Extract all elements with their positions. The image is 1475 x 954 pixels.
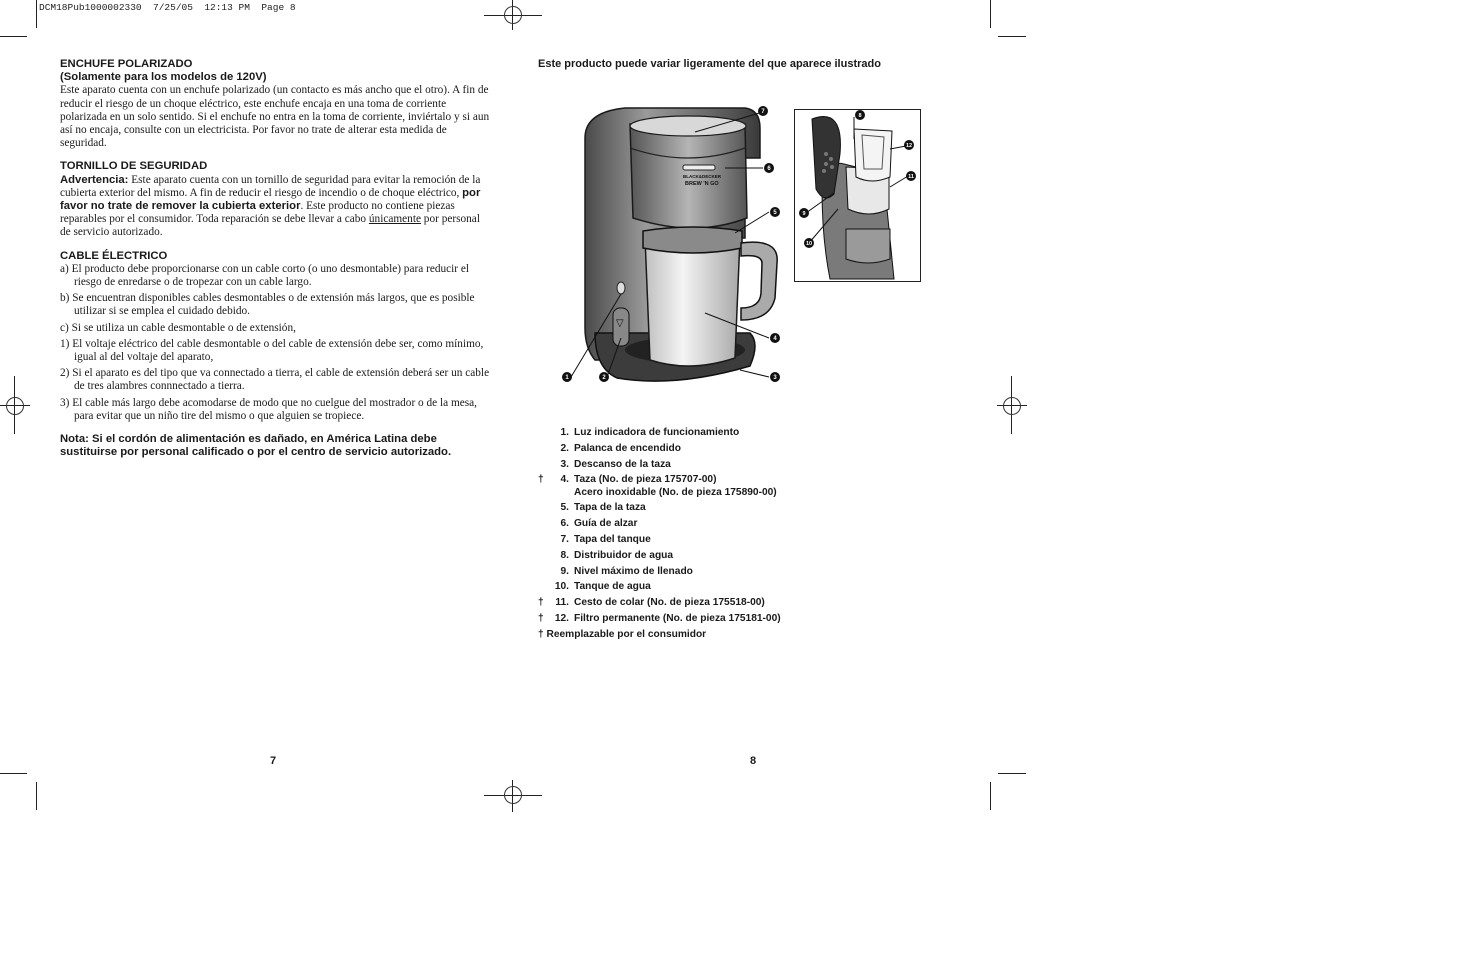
- crop-mark: [998, 773, 1026, 774]
- callout-8: 8: [858, 113, 862, 119]
- callout-2: 2: [602, 375, 606, 381]
- callout-9: 9: [802, 211, 806, 217]
- section-heading: TORNILLO DE SEGURIDAD: [60, 160, 208, 173]
- registration-mark-right: [997, 376, 1027, 434]
- coffee-maker-illustration: [555, 98, 790, 390]
- body-text: Este aparato cuenta con un tornillo de seguridad para evitar la remoción de la cubierta exterior del mismo. A fin de reducir el riesgo de incendio o de choque eléctrico,: [60, 173, 481, 199]
- body-text: por personal de servicio autorizado.: [60, 213, 480, 239]
- section-body: [60, 174, 492, 240]
- list-item: a) El producto debe proporcionarse con un cable corto (o uno desmontable) para reducir el riesgo de enredarse o de tropezar con un cable largo.: [60, 262, 470, 289]
- crop-mark: [990, 0, 991, 28]
- callout-5: 5: [773, 210, 777, 216]
- list-item: 8. Distribuidor de agua: [560, 549, 674, 561]
- list-item: c) Si se utiliza un cable desmontable o de extensión,: [60, 321, 296, 334]
- list-item: 3. Descanso de la taza: [560, 458, 671, 470]
- list-item: 9. Nivel máximo de llenado: [560, 565, 693, 577]
- body-bold-text: por favor no trate de remover la cubierta exterior: [60, 186, 481, 213]
- registration-mark-left: [0, 376, 30, 434]
- list-item: † 11. Cesto de colar (No. de pieza 175518-00): [538, 597, 765, 609]
- warning-label: Advertencia:: [60, 173, 129, 186]
- illustration-caption: Este producto puede variar ligeramente del que aparece ilustrado: [538, 58, 881, 70]
- list-item: 1) El voltaje eléctrico del cable desmontable o del cable de extensión debe ser, como mínimo, igual al del voltaje del aparato,: [60, 337, 484, 364]
- list-item: 3) El cable más largo debe acomodarse de modo que no cuelgue del mostrador o de la mesa, para evitar que un niño tire del mismo o que alguien se tropiece.: [60, 396, 478, 422]
- list-item: 7. Tapa del tanque: [560, 533, 651, 545]
- section-polarized-plug: [60, 58, 492, 150]
- section-subheading: (Solamente para los modelos de 120V): [60, 71, 267, 84]
- page-number-left: 7: [270, 755, 277, 767]
- crop-mark: [990, 782, 991, 810]
- body-text: . Este producto no contiene piezas reparables por el consumidor. Toda reparación se debe llevar a cabo: [60, 200, 455, 226]
- list-item: 10. Tanque de agua: [554, 581, 651, 593]
- callout-11: 11: [908, 174, 914, 180]
- callout-7: 7: [761, 109, 765, 115]
- left-page-content: [60, 58, 492, 459]
- list-item: 2) Si el aparato es del tipo que va connectado a tierra, el cable de extensión deberá ser un cable de tres alambres connnectado a tierra.: [60, 367, 490, 393]
- list-item: † 4. Taza (No. de pieza 175707-00) Acero inoxidable (No. de pieza 175890-00): [538, 474, 777, 498]
- crop-mark: [36, 0, 37, 28]
- callout-4: 4: [773, 336, 777, 342]
- crop-mark: [36, 782, 37, 810]
- brand-label: BLACK&DECKER: [683, 174, 721, 179]
- product-label: BREW 'N GO: [685, 181, 719, 187]
- section-electric-cord: [60, 250, 492, 423]
- parts-list: [538, 427, 838, 640]
- section-heading: CABLE ÉLECTRICO: [60, 249, 168, 262]
- section-body: Este aparato cuenta con un enchufe polarizado (un contacto es más ancho que el otro). A fin de reducir el riesgo de un choque eléctrico, este enchufe encaja en una toma de corriente polarizada en un solo sentido. Si el enchufe no entra en la toma de corriente, inviértalo y si aun así no encaja, consulte con un electricista. Por favor no trate de alterar esta medida de seguridad.: [60, 84, 490, 150]
- callout-6: 6: [767, 166, 771, 172]
- list-item: b) Se encuentran disponibles cables desmontables o de extensión más largos, que es posible utilizar si se emplea el cuidado debido.: [60, 292, 475, 318]
- list-item: 1. Luz indicadora de funcionamiento: [560, 427, 740, 438]
- list-item: 5. Tapa de la taza: [560, 502, 646, 514]
- body-underline-text: únicamente: [368, 213, 421, 226]
- list-item: 6. Guía de alzar: [560, 518, 638, 530]
- print-slug: DCM18Pub1000002330 7/25/05 12:13 PM Page 8: [39, 2, 296, 13]
- registration-mark-bottom: [484, 780, 542, 812]
- footnote: † Reemplazable por el consumidor: [538, 628, 707, 640]
- callout-12: 12: [905, 143, 913, 149]
- tank-detail-illustration: [794, 109, 921, 282]
- svg-text:▽: ▽: [616, 318, 624, 329]
- page-number-right: 8: [750, 755, 757, 767]
- callout-10: 10: [805, 241, 813, 247]
- crop-mark: [998, 36, 1026, 37]
- callout-1: 1: [565, 375, 569, 381]
- callout-3: 3: [773, 375, 777, 381]
- section-safety-screw: [60, 160, 492, 239]
- list-item: 2. Palanca de encendido: [560, 442, 682, 454]
- crop-mark: [0, 36, 27, 37]
- note-text: Nota: Si el cordón de alimentación es dañado, en América Latina debe sustituirse por personal calificado o por el centro de servicio autorizado.: [60, 433, 452, 459]
- crop-mark: [0, 773, 27, 774]
- section-heading: ENCHUFE POLARIZADO: [60, 58, 193, 70]
- registration-mark-top: [484, 0, 542, 30]
- list-item: † 12. Filtro permanente (No. de pieza 175181-00): [538, 612, 781, 624]
